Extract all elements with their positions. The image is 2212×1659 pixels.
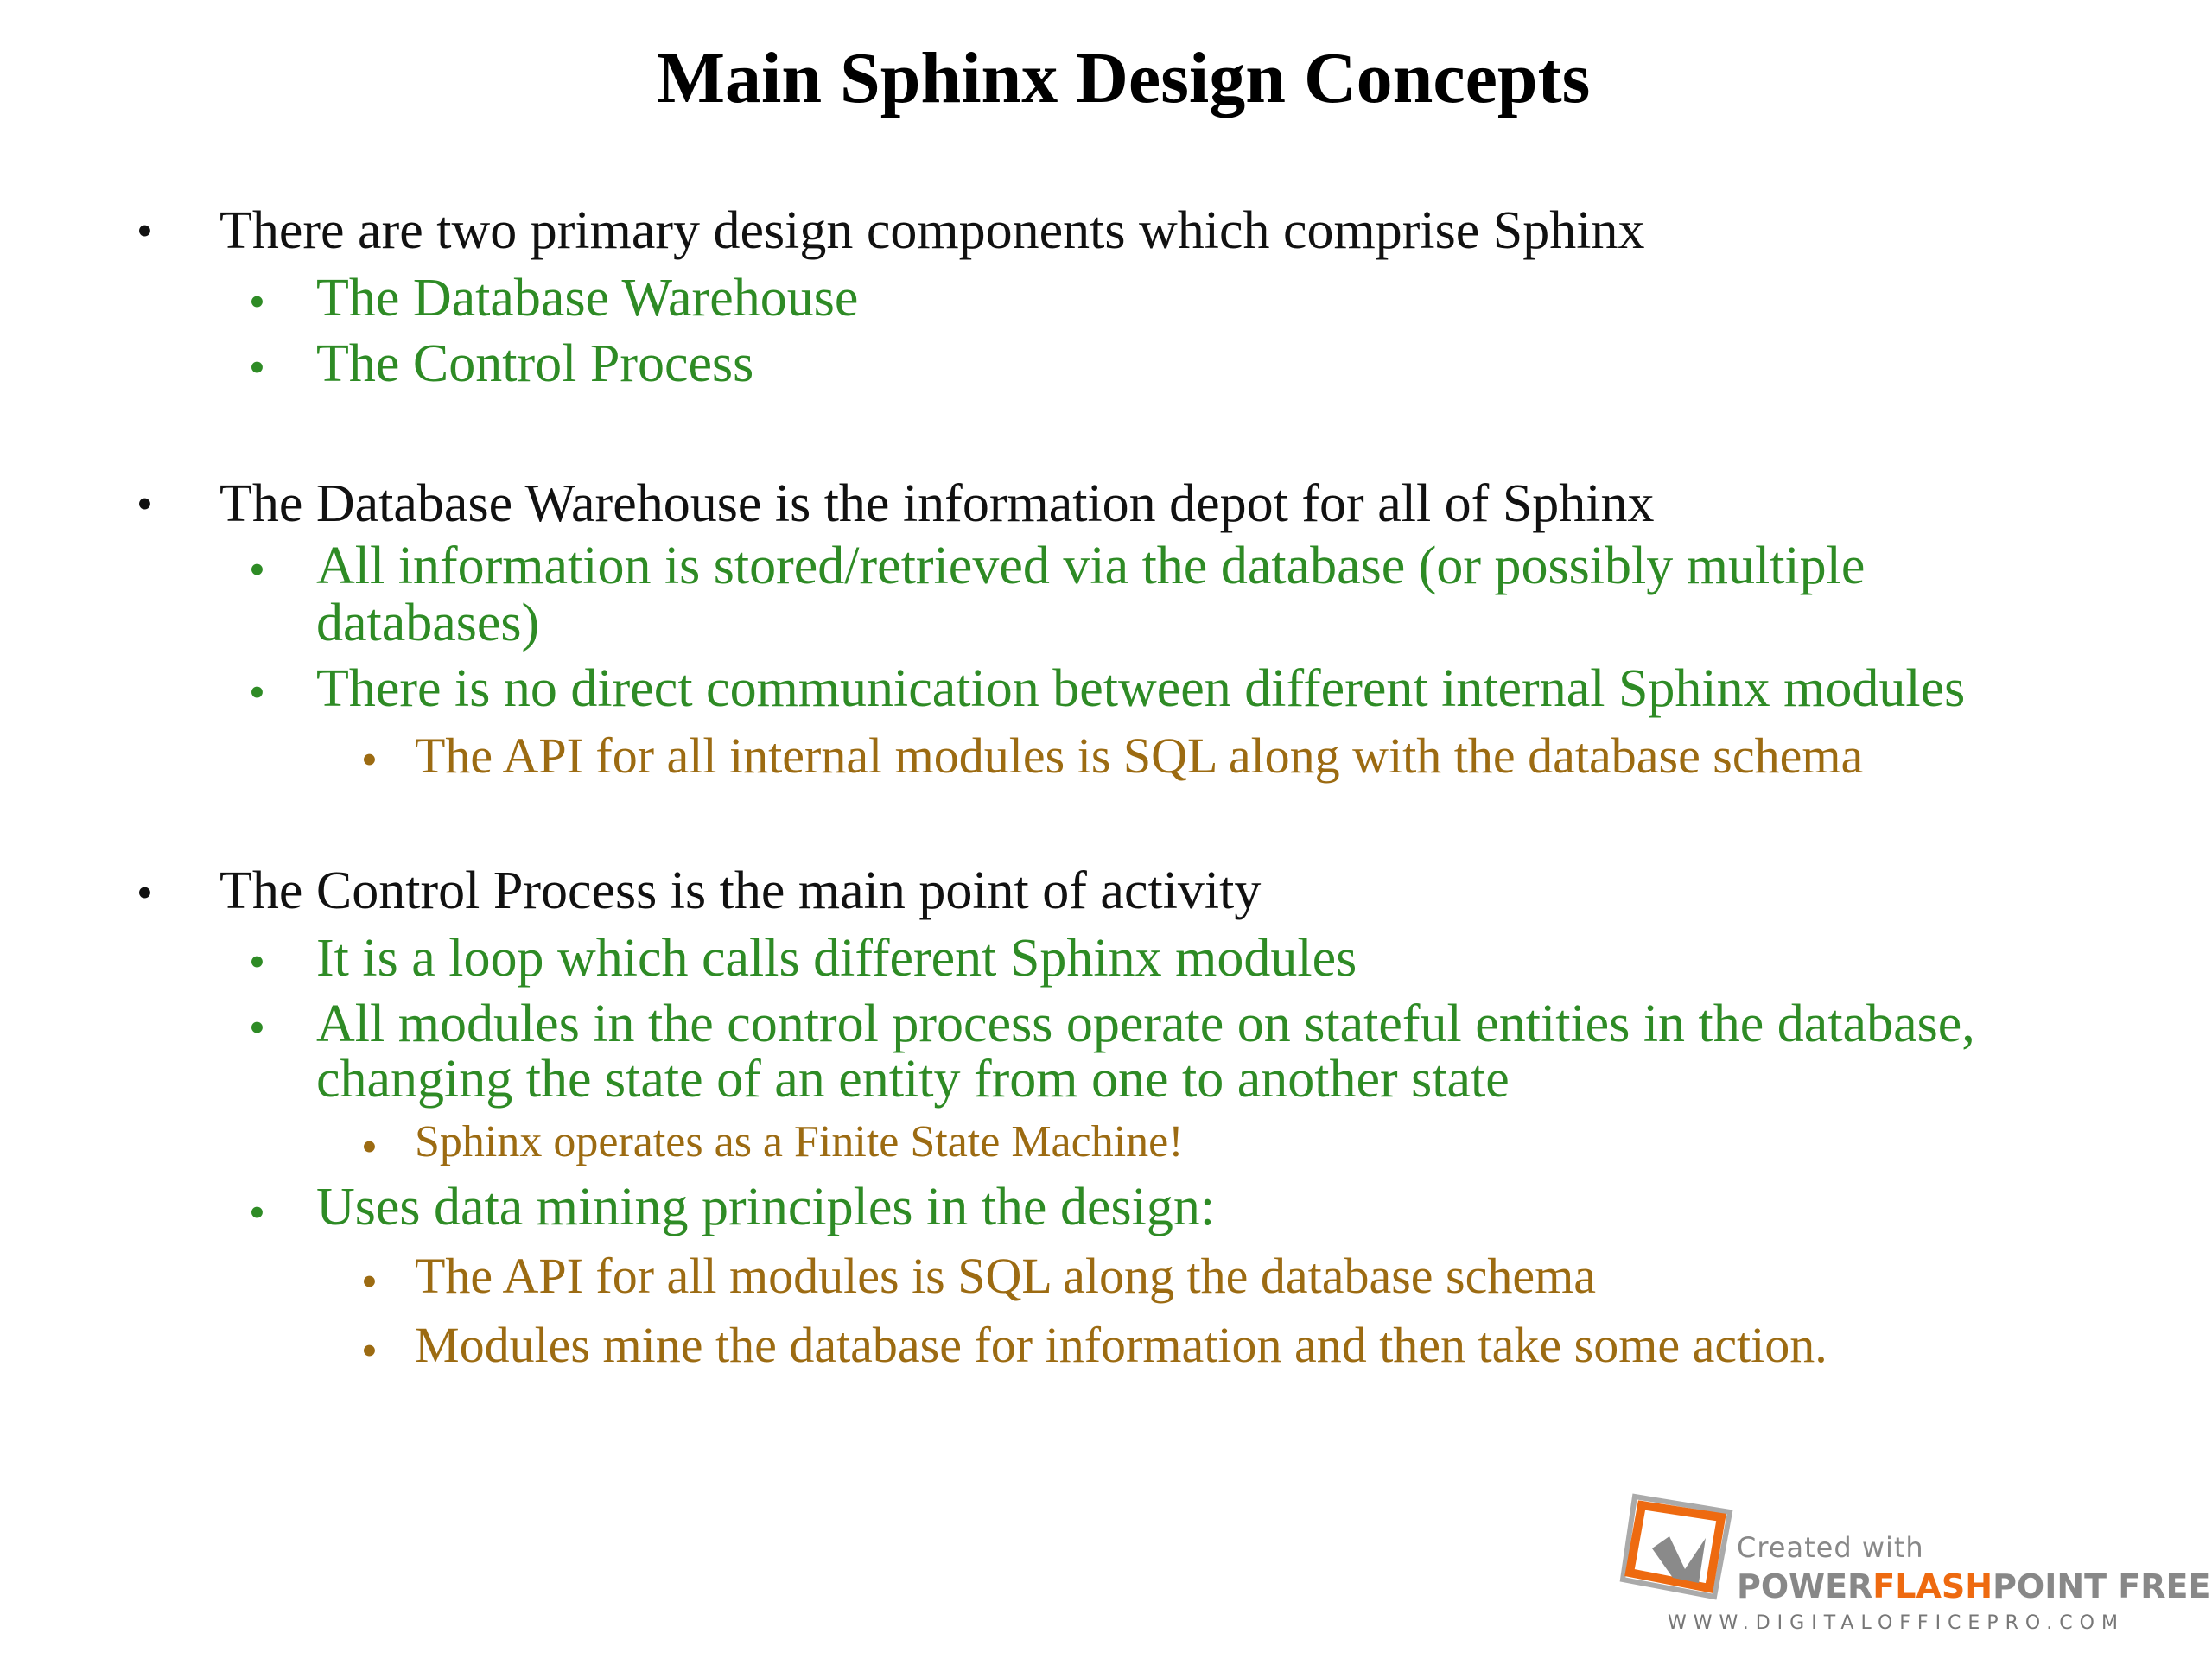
bullet: • (361, 1121, 378, 1173)
section-3-subitem-2: The API for all modules is SQL along the database schema (415, 1248, 1596, 1304)
section-2-item-2: There is no direct communication between different internal Sphinx modules (316, 659, 1966, 718)
powerflashpoint-logo (1607, 1486, 2211, 1650)
section-1-heading: There are two primary design components which comprise Sphinx (219, 201, 1645, 260)
bullet: • (361, 1255, 378, 1307)
bullet: • (249, 543, 265, 595)
section-3-item-3: Uses data mining principles in the design: (316, 1178, 1216, 1236)
bullet: • (249, 666, 265, 718)
section-3-heading: The Control Process is the main point of activity (219, 861, 1262, 920)
bullet: • (249, 1001, 265, 1053)
bullet: • (249, 936, 265, 988)
section-2-item-1-line-2: databases) (316, 594, 540, 652)
bullet: • (137, 867, 153, 918)
logo-url: WWW.DIGITALOFFICEPRO.COM (1668, 1612, 2125, 1634)
logo-line-2: POWERFLASHPOINT FREE (1737, 1567, 2211, 1605)
section-3-item-2-line-2: changing the state of an entity from one to another state (316, 1050, 1510, 1109)
section-3-subitem-1: Sphinx operates as a Finite State Machine! (415, 1117, 1184, 1166)
slide-title: Main Sphinx Design Concepts (656, 38, 1591, 118)
bullet: • (137, 205, 153, 257)
bullet: • (361, 734, 378, 785)
section-1-item-1: The Database Warehouse (316, 269, 859, 327)
bullet: • (249, 1186, 265, 1238)
bullet: • (249, 341, 265, 393)
logo-line-1: Created with (1737, 1531, 1924, 1564)
section-3-subitem-3: Modules mine the database for information and then take some action. (415, 1317, 1827, 1373)
section-3-item-1: It is a loop which calls different Sphinx modules (316, 929, 1357, 988)
bullet: • (249, 276, 265, 327)
logo-mark-icon (1616, 1486, 1737, 1607)
section-1-item-2: The Control Process (316, 334, 754, 393)
bullet: • (361, 1325, 378, 1376)
section-3-item-2-line-1: All modules in the control process operate on stateful entities in the database, (316, 995, 1975, 1053)
section-2-heading: The Database Warehouse is the information depot for all of Sphinx (219, 474, 1655, 533)
section-2-subitem: The API for all internal modules is SQL along with the database schema (415, 728, 1864, 784)
bullet: • (137, 478, 153, 530)
section-2-item-1-line-1: All information is stored/retrieved via the database (or possibly multiple (316, 537, 1866, 595)
